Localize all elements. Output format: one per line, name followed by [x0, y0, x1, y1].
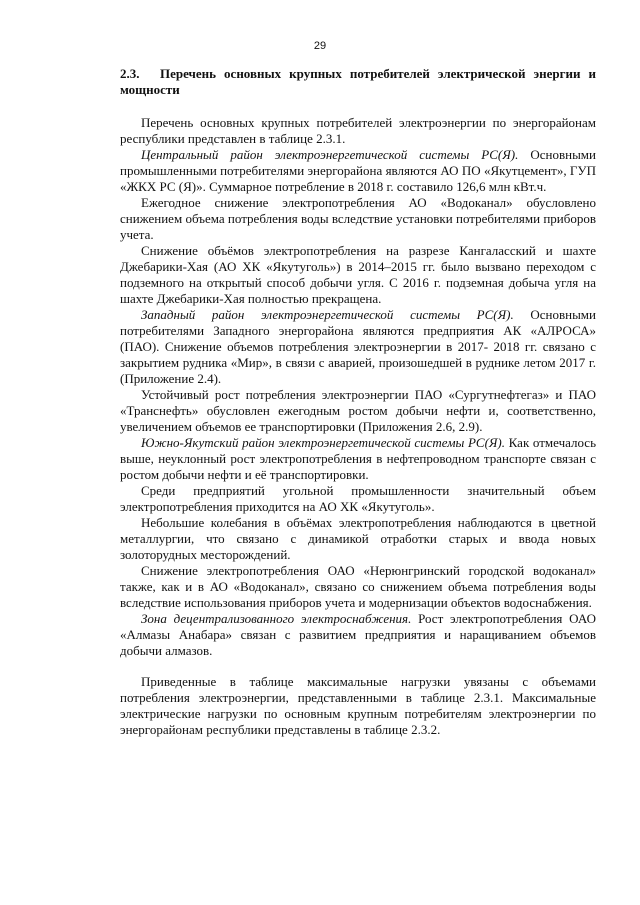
- paragraph-lead: Южно-Якутский район электроэнергетической системы РС(Я).: [141, 435, 506, 450]
- section-heading: [120, 66, 596, 98]
- paragraph-lead: Западный район электроэнергетической системы РС(Я).: [141, 307, 514, 322]
- paragraph-text: Небольшие колебания в объёмах электропотребления наблюдаются в цветной металлургии, что связано с динамикой отработки старых и ввода новых золоторудных месторождений.: [120, 515, 596, 562]
- paragraph-surgutneftegaz: [120, 387, 596, 435]
- paragraph-text: Основными промышленными потребителями энергорайона являются АО ПО «Якутцемент», ГУП «ЖКХ РС (Я)». Суммарное потребление в 2018 г. составило 126,6 млн кВт.ч.: [120, 147, 596, 194]
- paragraph-coal-industry: [120, 483, 596, 515]
- paragraph-text: Приведенные в таблице максимальные нагрузки увязаны с объемами потребления электроэнергии, представленными в таблице 2.3.1. Максимальные электрические нагрузки по основным крупным потребителям электроэнергии по энергорайонам республики представлены в таблице 2.3.2.: [120, 674, 596, 737]
- paragraph-intro: [120, 115, 596, 147]
- paragraph-lead: Зона децентрализованного электроснабжения.: [141, 611, 412, 626]
- paragraph-text: Снижение электропотребления ОАО «Нерюнгринский городской водоканал» также, как и в АО «Водоканал», связано со снижением объема потребления воды вследствие использования приборов учета и модернизации объектов водоснабжения.: [120, 563, 596, 610]
- paragraph-text: Устойчивый рост потребления электроэнергии ПАО «Сургутнефтегаз» и ПАО «Транснефть» обусловлен ежегодным ростом добычи нефти и, соответственно, увеличением объемов ее транспортировки (Приложения 2.6, 2.9).: [120, 387, 596, 434]
- paragraph-max-loads: [120, 674, 596, 738]
- paragraph-lead: Центральный район электроэнергетической системы РС(Я).: [141, 147, 519, 162]
- paragraph-central-region: [120, 147, 596, 195]
- paragraph-vodokanal: [120, 195, 596, 243]
- paragraph-text: Снижение объёмов электропотребления на разрезе Кангаласский и шахте Джебарики-Хая (АО ХК «Якутуголь») в 2014–2015 гг. было вызвано переходом с подземного на открытый способ добычи угля. С 2016 г. подземная добыча угля на шахте Джебарики-Хая полностью прекращена.: [120, 243, 596, 306]
- paragraph-kangalassky: [120, 243, 596, 307]
- document-body: [120, 66, 596, 738]
- paragraph-south-yakutsk-region: [120, 435, 596, 483]
- paragraph-text: Основными потребителями Западного энергорайона являются предприятия АК «АЛРОСА» (ПАО). Снижение объемов потребления электроэнергии в 2017- 2018 гг. связано с закрытием рудника «Мир», в связи с аварией, произошедшей в руднике летом 2017 г. (Приложение 2.4).: [120, 307, 596, 386]
- page-number: 29: [313, 40, 327, 52]
- paragraph-neryungri-vodokanal: [120, 563, 596, 611]
- paragraph-text: Среди предприятий угольной промышленности значительный объем электропотребления приходится на АО ХК «Якутуголь».: [120, 483, 596, 514]
- paragraph-text: Как отмечалось выше, неуклонный рост электропотребления в нефтепроводном транспорте связан с ростом добычи нефти и её транспортировки.: [120, 435, 597, 482]
- paragraph-text: Перечень основных крупных потребителей электроэнергии по энергорайонам республики представлен в таблице 2.3.1.: [120, 115, 596, 146]
- paragraph-western-region: [120, 307, 596, 387]
- section-title: Перечень основных крупных потребителей электрической энергии и мощности: [120, 66, 596, 97]
- paragraph-decentralized-zone: [120, 611, 596, 659]
- paragraph-metallurgy: [120, 515, 596, 563]
- section-number: 2.3.: [120, 66, 140, 81]
- paragraph-text: Рост электропотребления ОАО «Алмазы Анабара» связан с развитием предприятия и наращиванием объемов добычи алмазов.: [120, 611, 596, 658]
- paragraph-text: Ежегодное снижение электропотребления АО «Водоканал» обусловлено снижением объема потребления воды вследствие установки потребителями приборов учета.: [120, 195, 596, 242]
